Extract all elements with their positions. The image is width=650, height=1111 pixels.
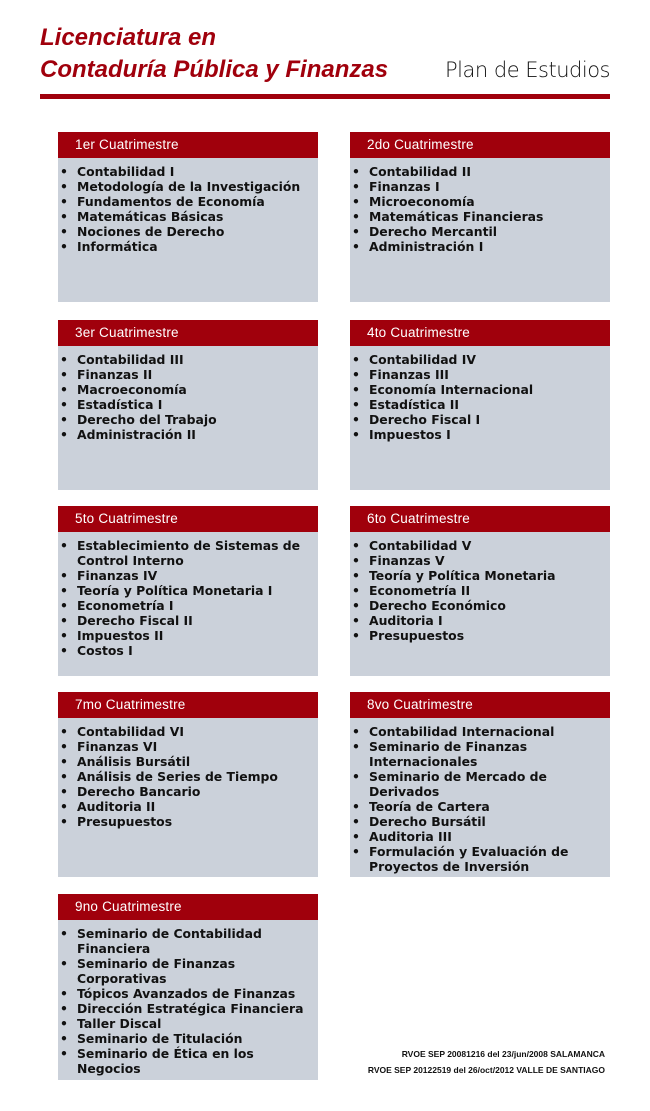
subject-item: • Seminario de Titulación [77, 1031, 318, 1046]
subject-item: • Seminario de Contabilidad Financiera [77, 926, 318, 956]
subject-item: • Derecho Fiscal I [369, 412, 610, 427]
subject-item: • Derecho del Trabajo [77, 412, 318, 427]
subject-item: • Teoría y Política Monetaria I [77, 583, 318, 598]
subject-item: • Análisis Bursátil [77, 754, 318, 769]
subject-item: • Matemáticas Básicas [77, 209, 318, 224]
subject-item: • Macroeconomía [77, 382, 318, 397]
rvoe-note-valle-de-santiago: RVOE SEP 20122519 del 26/oct/2012 VALLE DE SANTIAGO [367, 1065, 605, 1075]
subject-list [58, 926, 318, 1076]
term-title: 8vo Cuatrimestre [350, 692, 610, 718]
term-card [350, 132, 610, 302]
subject-item: • Derecho Mercantil [369, 224, 610, 239]
subject-item: • Impuestos II [77, 628, 318, 643]
program-title-line1: Licenciatura en [40, 24, 217, 51]
subject-item: • Establecimiento de Sistemas de Control Interno [77, 538, 318, 568]
subject-item: • Finanzas IV [77, 568, 318, 583]
term-title: 2do Cuatrimestre [350, 132, 610, 158]
subject-item: • Derecho Bursátil [369, 814, 610, 829]
subject-item: • Finanzas III [369, 367, 610, 382]
term-title: 3er Cuatrimestre [58, 320, 318, 346]
term-card [350, 692, 610, 877]
subject-item: • Auditoria II [77, 799, 318, 814]
term-card [58, 894, 318, 1080]
subject-item: • Formulación y Evaluación de Proyectos de Inversión [369, 844, 610, 874]
subject-list [58, 538, 318, 658]
subject-item: • Administración I [369, 239, 610, 254]
subject-list [350, 352, 610, 442]
subject-item: • Nociones de Derecho [77, 224, 318, 239]
subject-item: • Estadística I [77, 397, 318, 412]
subject-item: • Metodología de la Investigación [77, 179, 318, 194]
subject-item: • Contabilidad Internacional [369, 724, 610, 739]
subject-item: • Finanzas V [369, 553, 610, 568]
subject-item: • Presupuestos [77, 814, 318, 829]
subject-item: • Informática [77, 239, 318, 254]
subject-item: • Teoría de Cartera [369, 799, 610, 814]
subject-item: • Auditoria III [369, 829, 610, 844]
term-title: 6to Cuatrimestre [350, 506, 610, 532]
term-title: 5to Cuatrimestre [58, 506, 318, 532]
term-card [350, 506, 610, 676]
subject-item: • Seminario de Ética en los Negocios [77, 1046, 318, 1076]
subject-item: • Seminario de Finanzas Internacionales [369, 739, 610, 769]
subject-item: • Impuestos I [369, 427, 610, 442]
subject-item: • Presupuestos [369, 628, 610, 643]
rvoe-note-salamanca: RVOE SEP 20081216 del 23/jun/2008 SALAMANCA [401, 1049, 605, 1059]
subject-item: • Contabilidad III [77, 352, 318, 367]
subject-item: • Econometría I [77, 598, 318, 613]
term-title: 7mo Cuatrimestre [58, 692, 318, 718]
subject-item: • Econometría II [369, 583, 610, 598]
term-card [350, 320, 610, 490]
subject-item: • Dirección Estratégica Financiera [77, 1001, 318, 1016]
term-card [58, 320, 318, 490]
subject-list [58, 352, 318, 442]
subject-item: • Contabilidad VI [77, 724, 318, 739]
term-title: 1er Cuatrimestre [58, 132, 318, 158]
plan-subtitle: Plan de Estudios [445, 58, 610, 82]
subject-item: • Análisis de Series de Tiempo [77, 769, 318, 784]
subject-list [350, 538, 610, 643]
program-title-line2: Contaduría Pública y Finanzas [40, 56, 389, 83]
subject-item: • Costos I [77, 643, 318, 658]
subject-item: • Microeconomía [369, 194, 610, 209]
subject-item: • Derecho Económico [369, 598, 610, 613]
subject-item: • Fundamentos de Economía [77, 194, 318, 209]
subject-item: • Matemáticas Financieras [369, 209, 610, 224]
term-title: 4to Cuatrimestre [350, 320, 610, 346]
subject-item: • Derecho Fiscal II [77, 613, 318, 628]
program-title [40, 22, 388, 86]
subject-item: • Administración II [77, 427, 318, 442]
term-card [58, 132, 318, 302]
subject-item: • Finanzas VI [77, 739, 318, 754]
subject-list [350, 724, 610, 874]
subject-item: • Teoría y Política Monetaria [369, 568, 610, 583]
subject-list [58, 164, 318, 254]
subject-list [58, 724, 318, 829]
term-card [58, 692, 318, 877]
term-title: 9no Cuatrimestre [58, 894, 318, 920]
subject-item: • Contabilidad V [369, 538, 610, 553]
subject-item: • Contabilidad I [77, 164, 318, 179]
header-divider [40, 94, 610, 99]
subject-item: • Contabilidad II [369, 164, 610, 179]
subject-item: • Economía Internacional [369, 382, 610, 397]
subject-item: • Contabilidad IV [369, 352, 610, 367]
subject-item: • Seminario de Finanzas Corporativas [77, 956, 318, 986]
subject-item: • Finanzas II [77, 367, 318, 382]
subject-item: • Taller Discal [77, 1016, 318, 1031]
subject-item: • Tópicos Avanzados de Finanzas [77, 986, 318, 1001]
subject-item: • Finanzas I [369, 179, 610, 194]
term-card [58, 506, 318, 676]
subject-item: • Seminario de Mercado de Derivados [369, 769, 610, 799]
subject-item: • Estadística II [369, 397, 610, 412]
subject-item: • Derecho Bancario [77, 784, 318, 799]
subject-list [350, 164, 610, 254]
subject-item: • Auditoria I [369, 613, 610, 628]
